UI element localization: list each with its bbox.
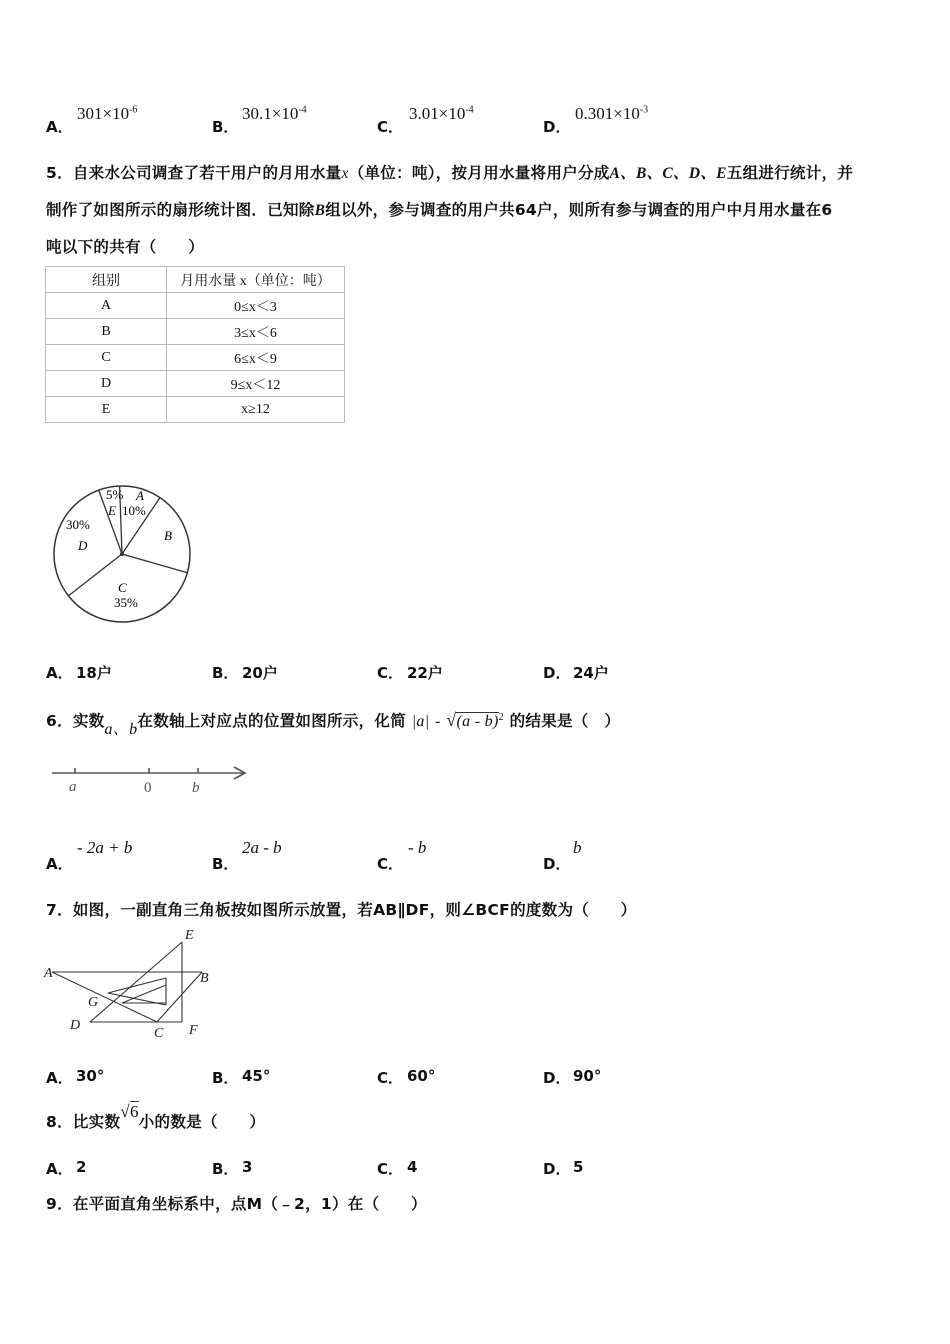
q5-line-1: 5．自来水公司调查了若干用户的月用水量x（单位：吨），按月用水量将用户分成A、B、C、D、E五组进行统计，并 — [46, 164, 854, 182]
q5-option-c-value: 22户 — [407, 664, 443, 682]
table-cell: 3≤x＜6 — [167, 319, 345, 345]
table-cell: 6≤x＜9 — [167, 345, 345, 371]
q8-option-a-value: 2 — [76, 1158, 87, 1176]
point-c-label: C — [154, 1026, 164, 1041]
q4-option-d-value: $0.301\times 10^{-3}$ — [575, 104, 649, 123]
line-bc — [157, 972, 202, 1022]
q8-text: 8．比实数√6小的数是（ ） — [46, 1102, 266, 1131]
table-cell: 9≤x＜12 — [167, 371, 345, 397]
q5-option-a-value: 18户 — [76, 664, 112, 682]
point-b-label: B — [200, 971, 209, 986]
q5-option-d-letter: D． — [543, 664, 571, 682]
q9-text: 9．在平面直角坐标系中，点M（﹣2，1）在（ ） — [46, 1195, 427, 1213]
pie-label-b: B — [164, 528, 172, 543]
q7-option-b-value: 45° — [242, 1067, 271, 1085]
q5-option-b-value: 20户 — [242, 664, 278, 682]
q8-option-d-letter: D． — [543, 1160, 571, 1178]
q4-option-b-value: $30.1\times 10^{-4}$ — [242, 104, 307, 123]
table-cell: C — [46, 345, 167, 371]
q6-option-d-value: b — [573, 838, 582, 857]
point-g-label: G — [88, 995, 99, 1010]
number-line — [48, 760, 258, 802]
pie-label-a-percent: 10% — [122, 503, 146, 518]
table-cell: x≥12 — [167, 397, 345, 423]
pie-label-c: C — [118, 580, 127, 595]
table-cell: B — [46, 319, 167, 345]
line-ac — [52, 972, 157, 1022]
q5-option-b-letter: B． — [212, 664, 239, 682]
q7-option-c-value: 60° — [407, 1067, 436, 1085]
q5-option-c-letter: C． — [377, 664, 404, 682]
pie-chart — [48, 482, 198, 627]
table-row — [46, 371, 345, 397]
label-zero: 0 — [144, 780, 152, 796]
pie-label-e-percent: 5% — [106, 487, 124, 502]
q7-text: 7．如图，一副直角三角板按如图所示放置，若AB∥DF，则∠BCF的度数为（ ） — [46, 901, 637, 919]
q4-option-a-letter: A． — [46, 118, 73, 136]
table-cell: D — [46, 371, 167, 397]
q4-option-d-letter: D． — [543, 118, 571, 136]
q7-option-b-letter: B． — [212, 1069, 239, 1087]
pie-label-a: A — [136, 488, 144, 503]
pie-center — [120, 552, 124, 556]
q5-line-2: 制作了如图所示的扇形统计图．已知除B组以外，参与调查的用户共64户，则所有参与调查的用户中月用水量在6 — [46, 201, 833, 219]
q6-option-b-value: 2a - b — [242, 838, 282, 857]
q8-option-d-value: 5 — [573, 1158, 584, 1176]
q7-option-a-value: 30° — [76, 1067, 105, 1085]
table-header: 组别 — [46, 267, 167, 293]
pie-label-d-percent: 30% — [66, 517, 90, 532]
table-cell: A — [46, 293, 167, 319]
table-row — [46, 397, 345, 423]
q7-option-d-value: 90° — [573, 1067, 602, 1085]
q6-option-a-letter: A． — [46, 855, 73, 873]
q8-option-a-letter: A． — [46, 1160, 73, 1178]
q4-option-c-value: $3.01\times 10^{-4}$ — [409, 104, 474, 123]
q8-option-b-value: 3 — [242, 1158, 253, 1176]
q4-option-b-letter: B． — [212, 118, 239, 136]
table-header-row — [46, 267, 345, 293]
q6-option-b-letter: B． — [212, 855, 239, 873]
pie-label-d: D — [78, 538, 88, 553]
point-f-label: F — [189, 1023, 198, 1038]
pie-label-e: E — [108, 503, 116, 518]
table-row — [46, 345, 345, 371]
q7-option-a-letter: A． — [46, 1069, 73, 1087]
q7-option-d-letter: D． — [543, 1069, 571, 1087]
q6-option-c-value: - b — [408, 838, 427, 857]
point-e-label: E — [185, 928, 194, 943]
q6-option-c-letter: C． — [377, 855, 404, 873]
table-header: 月用水量 x（单位：吨） — [167, 267, 345, 293]
q7-option-c-letter: C． — [377, 1069, 404, 1087]
q6-option-d-letter: D． — [543, 855, 571, 873]
table-row — [46, 319, 345, 345]
q8-option-c-letter: C． — [377, 1160, 404, 1178]
triangle-figure — [42, 925, 222, 1043]
table-row — [46, 293, 345, 319]
label-a: a — [69, 779, 77, 795]
q5-option-d-value: 24户 — [573, 664, 609, 682]
table-cell: 0≤x＜3 — [167, 293, 345, 319]
q5-option-a-letter: A． — [46, 664, 73, 682]
inner-line-1 — [108, 978, 166, 993]
q5-line-3: 吨以下的共有（ ） — [46, 238, 205, 256]
label-b: b — [192, 780, 200, 796]
q4-option-c-letter: C． — [377, 118, 404, 136]
q6-text: 6．实数a、b在数轴上对应点的位置如图所示，化简 |a| - √(a - b)$^2$ 的结果是（ ） — [46, 710, 621, 738]
point-d-label: D — [70, 1018, 81, 1033]
q4-option-a-value: $301\times 10^{-6}$ — [77, 104, 138, 123]
water-group-table — [45, 266, 345, 423]
q8-option-c-value: 4 — [407, 1158, 418, 1176]
point-a-label: A — [44, 966, 53, 981]
table-cell: E — [46, 397, 167, 423]
q8-option-b-letter: B． — [212, 1160, 239, 1178]
pie-label-c-percent: 35% — [114, 595, 138, 610]
q6-option-a-value: - 2a + b — [77, 838, 133, 857]
